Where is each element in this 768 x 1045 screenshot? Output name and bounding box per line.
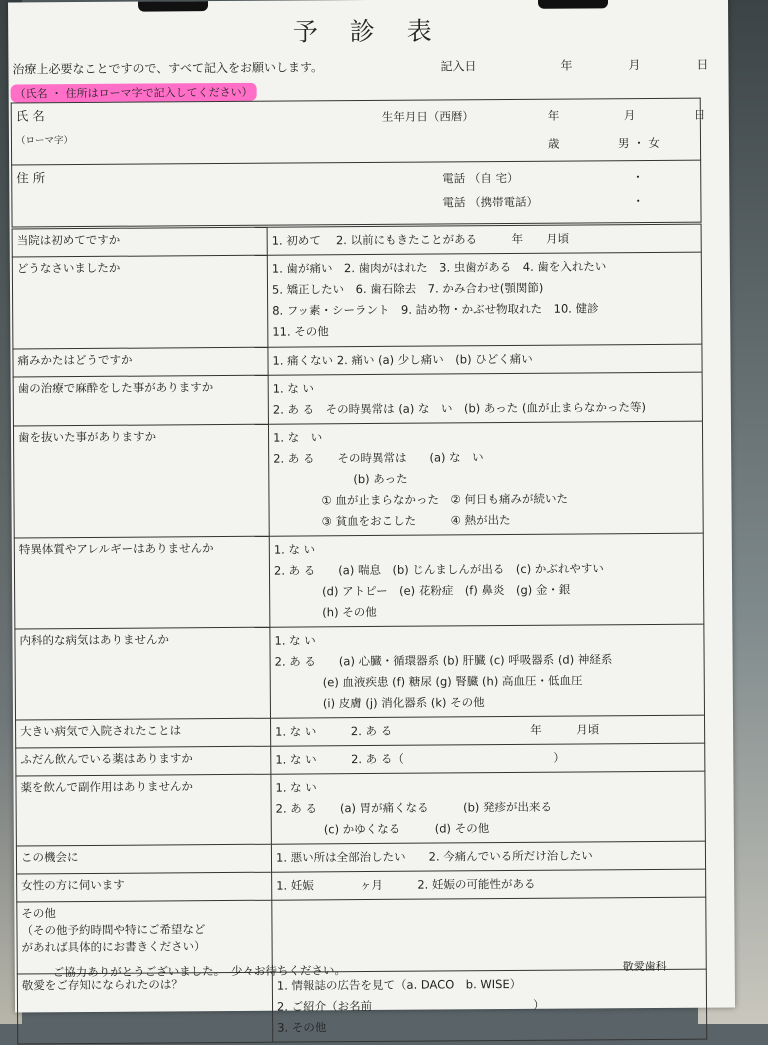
answer-line[interactable]: (e) 血液疾患 (f) 糖尿 (g) 腎臓 (h) 高血圧・低血圧: [322, 673, 583, 690]
answer-line[interactable]: 1. な い: [274, 633, 316, 648]
answer-options[interactable]: [271, 715, 705, 746]
clip-right: [538, 0, 608, 9]
page-title: 予 診 表: [292, 16, 444, 47]
question-label: 痛みかたはどうですか: [13, 347, 268, 377]
answer-line[interactable]: 1. な い: [272, 381, 315, 396]
answer-line[interactable]: (i) 皮膚 (j) 消化器系 (k) その他: [322, 695, 485, 711]
question-row: [17, 969, 706, 1044]
entry-day: 日: [696, 57, 709, 72]
answer-line[interactable]: 2. あ る その時異常は (a) な い: [273, 450, 484, 466]
answer-line[interactable]: 2. あ る その時異常は (a) な い (b) あった (血が止まらなかった等): [272, 400, 646, 417]
answer-options[interactable]: [271, 743, 705, 774]
answer-line[interactable]: ③ 貧血をおこした ④ 熱が出た: [321, 513, 511, 529]
answer-options[interactable]: [269, 533, 704, 627]
question-label: ふだん飲んでいる薬はありますか: [16, 746, 271, 776]
birth-day: 日: [693, 107, 706, 122]
birth-year: 年: [547, 108, 560, 123]
answer-line[interactable]: 2. ご紹介（お名前 ）: [276, 997, 545, 1014]
answer-line[interactable]: 1. 初めて 2. 以前にもきたことがある 年 月頃: [271, 231, 570, 248]
question-label: 大きい病気で入院されたことは: [16, 718, 271, 748]
answer-line[interactable]: 8. フッ素・シーラント 9. 詰め物・かぶせ物取れた 10. 健診: [272, 301, 599, 318]
answer-options[interactable]: [271, 841, 705, 872]
question-row: [12, 252, 702, 349]
answer-line[interactable]: (b) あった: [353, 471, 408, 487]
phone-home-label: 電話 （自 宅）: [442, 170, 519, 186]
footer-thanks: ご協力ありがとうございました。 少々お待ちください。: [52, 963, 347, 980]
questionnaire-paper: [8, 0, 735, 1035]
answer-options[interactable]: [268, 344, 702, 375]
age-label: 歳: [547, 136, 560, 151]
answer-line[interactable]: ① 血が止まらなかった ② 何日も痛みが続いた: [321, 491, 568, 508]
answer-line[interactable]: 1. な い: [273, 542, 316, 557]
clip-left: [138, 1, 208, 11]
answer-line[interactable]: 3. その他: [277, 1020, 327, 1035]
answer-line[interactable]: 2. あ る (a) 心臓・循環器系 (b) 肝臓 (c) 呼吸器系 (d) 神経系: [274, 652, 613, 669]
entry-month: 月: [628, 58, 641, 73]
answer-line[interactable]: 1. な い 2. あ る 年 月頃: [275, 722, 600, 739]
sex-options[interactable]: 男 ・ 女: [617, 135, 660, 151]
answer-options[interactable]: [272, 869, 706, 900]
answer-options[interactable]: [267, 252, 702, 347]
question-label: 当院は初めてですか: [12, 227, 267, 257]
birth-label: 生年月日（西暦）: [381, 109, 474, 124]
answer-line[interactable]: (h) その他: [322, 604, 377, 620]
romaji-note: （氏名 ・ 住所はローマ字で記入してください）: [11, 83, 257, 103]
question-label: 内科的な病気はありませんか: [15, 627, 271, 720]
question-row: [14, 533, 704, 629]
question-row: [13, 421, 703, 538]
address-field[interactable]: [12, 160, 701, 227]
answer-options[interactable]: [270, 624, 705, 718]
answer-line[interactable]: (c) かゆくなる (d) その他: [323, 821, 490, 837]
entry-date-label: 記入日: [440, 59, 477, 74]
intro-text: 治療上必要なことですので、すべて記入をお願いします。: [12, 60, 324, 77]
question-row: [15, 624, 705, 720]
answer-options[interactable]: [271, 771, 705, 844]
answer-line[interactable]: 2. あ る (a) 喘息 (b) じんましんが出る (c) かぶれやすい: [273, 561, 604, 578]
answer-line[interactable]: 5. 矯正したい 6. 歯石除去 7. かみ合わせ(顎関節): [271, 280, 544, 297]
answer-options[interactable]: [268, 421, 703, 536]
answer-options[interactable]: [272, 969, 706, 1042]
phone-mobile-sep: ・: [632, 194, 644, 209]
address-label: 住 所: [16, 170, 46, 186]
name-field[interactable]: [11, 98, 706, 165]
answer-line[interactable]: 2. あ る (a) 胃が痛くなる (b) 発疹が出来る: [275, 799, 553, 816]
entry-year: 年: [560, 58, 573, 73]
question-label: どうなさいましたか: [12, 255, 268, 349]
answer-line[interactable]: 1. 妊娠 ヶ月 2. 妊娠の可能性がある: [276, 876, 536, 893]
question-label: 特異体質やアレルギーはありませんか: [14, 536, 270, 629]
answer-line[interactable]: (d) アトピー (e) 花粉症 (f) 鼻炎 (g) 金・銀: [322, 582, 571, 599]
question-label: 女性の方に伺います: [17, 872, 272, 902]
answer-options[interactable]: [267, 224, 701, 255]
answer-line[interactable]: 1. な い: [273, 430, 323, 445]
question-label: その他 （その他予約時間や特にご希望など があれば具体的にお書きください）: [17, 900, 272, 974]
question-label: この機会に: [16, 844, 271, 874]
clinic-name: 敬愛歯科: [622, 959, 667, 974]
question-row: [17, 897, 706, 974]
answer-line[interactable]: 1. な い 2. あ る（ ）: [275, 750, 565, 767]
question-label: 歯を抜いた事がありますか: [13, 424, 269, 538]
answer-options[interactable]: [268, 372, 702, 424]
question-row: [13, 372, 702, 426]
phone-mobile-label: 電話 （携帯電話）: [442, 194, 539, 210]
personal-info-table: [11, 98, 706, 228]
answer-line[interactable]: [276, 901, 701, 904]
questions-table: [12, 224, 708, 1045]
question-label: 歯の治療で麻酔をした事がありますか: [13, 375, 268, 426]
name-label: 氏 名: [15, 108, 45, 124]
answer-line[interactable]: 1. 痛くない 2. 痛い (a) 少し痛い (b) ひどく痛い: [272, 351, 533, 368]
phone-home-sep: ・: [632, 170, 644, 185]
question-row: [16, 771, 705, 846]
answer-line[interactable]: 1. 悪い所は全部治したい 2. 今痛んでいる所だけ治したい: [275, 848, 593, 865]
question-label: 薬を飲んで副作用はありませんか: [16, 774, 271, 846]
birth-month: 月: [623, 108, 636, 123]
answer-line[interactable]: 1. 歯が痛い 2. 歯肉がはれた 3. 虫歯がある 4. 歯を入れたい: [271, 259, 607, 276]
romaji-label: （ローマ字）: [15, 135, 74, 147]
answer-line[interactable]: 1. な い: [275, 780, 317, 795]
answer-line[interactable]: 1. 情報誌の広告を見て（a. DACO b. WISE）: [276, 976, 522, 993]
question-label: 敬愛をご存知になられたのは？: [17, 972, 272, 1044]
answer-line[interactable]: 11. その他: [272, 324, 329, 339]
